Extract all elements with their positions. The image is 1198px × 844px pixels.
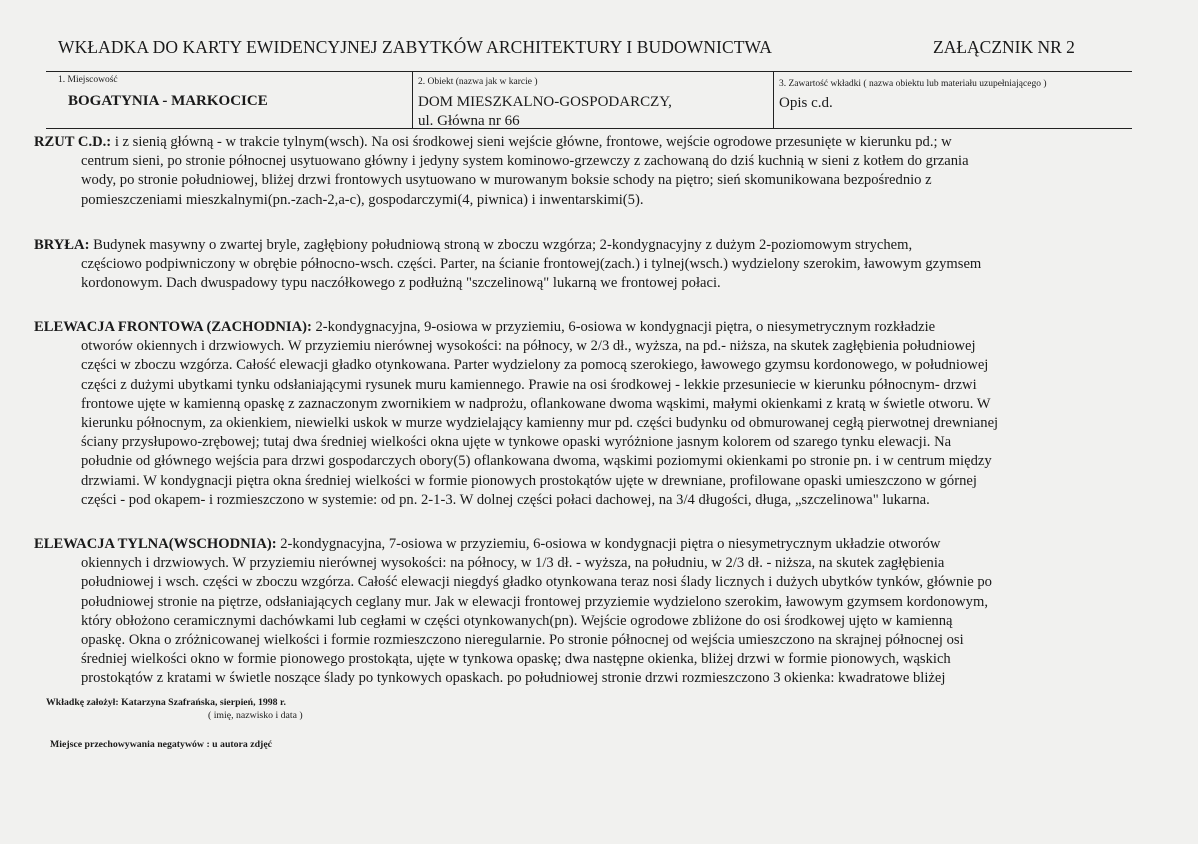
section-heading: RZUT C.D.:	[34, 134, 112, 150]
section-text: 2-kondygnacyjna, 7-osiowa w przyziemiu, 6-osiowa w kondygnacji piętra o niesymetrycznym układzie otworów	[276, 536, 941, 552]
section-first-line	[34, 236, 1144, 255]
author-hint: ( imię, nazwisko i data )	[208, 710, 303, 721]
text-line: części - pod okapem- i rozmieszczono w systemie: od pn. 2-1-3. W dolnej części połaci dachowej, na 3/4 długości, długa, „szczelinowa" lukarna.	[81, 491, 930, 508]
section-text: i z sienią główną - w trakcie tylnym(wsch). Na osi środkowej sieni wejście główne, frontowe, wejście ogrodowe przesunięte w kierunku pd.; w	[111, 134, 952, 150]
section-first-line	[34, 133, 1144, 152]
text-line: okiennych i drzwiowych. W przyziemiu nierównej wysokości: na północy, w 1/3 dł. - wyższa, na południu, w 2/3 dł. - niższa, na skutek zagłębienia	[81, 555, 945, 572]
text-line: południowej i wsch. części w zboczu wzgórza. Całość elewacji niegdyś gładko otynkowana teraz nosi ślady licznych i dużych ubytków tynków, głównie po	[81, 574, 992, 591]
table-divider-1	[412, 72, 413, 128]
section-elewacja-frontowa	[34, 318, 1144, 510]
section-rzut	[34, 133, 1144, 210]
table-bottom-border	[46, 128, 1132, 129]
negatives-location: Miejsce przechowywania negatywów : u autora zdjęć	[50, 739, 273, 750]
text-line: wody, po stronie południowej, bliżej drzwi frontowych usytuowano w murowanym boksie schody na piętro; sień skomunikowana bezpośrednio z	[81, 172, 932, 189]
text-line: części w zboczu wzgórza. Całość elewacji gładko otynkowana. Parter wydzielony za pomocą szerokiego, ławowego gzymsu kordonowego, w południowej	[81, 357, 989, 374]
section-first-line	[34, 535, 1144, 554]
locality-label: 1. Miejscowość	[58, 75, 118, 85]
text-line: kordonowym. Dach dwuspadowy typu naczółkowego z podłużną "szczelinową" lukarną we frontowej połaci.	[81, 275, 721, 292]
text-line: prostokątów z kratami w świetle noszące ślady po tynkowych opaskach. po południowej stronie drzwi rozmieszczono 3 okienka: kwadratowe bliżej	[81, 670, 946, 687]
section-text: 2-kondygnacyjna, 9-osiowa w przyziemiu, 6-osiowa w kondygnacji piętra, o niesymetrycznym rozkładzie	[311, 319, 936, 335]
section-heading: BRYŁA:	[34, 237, 90, 253]
text-line: średniej wielkości okno w formie pionowego prostokąta, ujęte w tynkowa opaskę; dwa następne okienka, bliżej drzwi w formie pionowych, wąskich	[81, 651, 951, 668]
text-line: pomieszczeniami mieszkalnymi(pn.-zach-2,a-c), gospodarczymi(4, piwnica) i inwentarskimi(5).	[81, 191, 644, 208]
object-value-line1: DOM MIESZKALNO-GOSPODARCZY,	[418, 94, 672, 110]
text-line: południe od głównego wejścia para drzwi gospodarczych obory(5) oflankowana dwoma, wąskimi poziomymi okienkami po stronie pn. i w centrum między	[81, 453, 992, 470]
text-line: ściany przysłupowo-zrębowej; tutaj dwa średniej wielkości okna ujęte w tynkowe opaski wyróżnione jasnym kolorem od szarego tynku elewacji. Na	[81, 434, 952, 451]
section-heading: ELEWACJA FRONTOWA (ZACHODNIA):	[34, 319, 312, 335]
text-line: południowej stronie na piętrze, odsłaniających ceglany mur. Jak w elewacji frontowej przyziemie wydzielono szerokim, ławowym gzymsem kordonowym,	[81, 593, 988, 610]
table-divider-2	[773, 72, 774, 128]
section-first-line	[34, 318, 1144, 337]
text-line: który obłożono ceramicznymi dachówkami lub cegłami w części otynkowanych(pn). Wejście ogrodowe zbliżone do osi środkowej ujęto w kamienną	[81, 612, 953, 629]
section-heading: ELEWACJA TYLNA(WSCHODNIA):	[34, 536, 277, 552]
text-line: otworów okiennych i drzwiowych. W przyziemiu nierównej wysokości: na północy, w 2/3 dł., wyższa, na pd.- niższa, na skutek zagłębienia południowej	[81, 338, 976, 355]
object-label: 2. Obiekt (nazwa jak w karcie )	[418, 77, 538, 87]
text-line: opaskę. Okna o zróżnicowanej wielkości i formie rozmieszczono nieregularnie. Po stronie północnej od wejścia umieszczono na skrajnej północnej osi	[81, 632, 964, 649]
document-title: WKŁADKA DO KARTY EWIDENCYJNEJ ZABYTKÓW ARCHITEKTURY I BUDOWNICTWA	[58, 37, 772, 57]
text-line: drzwiami. W kondygnacji piętra okna średniej wielkości w formie pionowych prostokątów ujęte w drewniane, profilowane opaski umieszczono w górnej	[81, 472, 977, 489]
section-text: Budynek masywny o zwartej bryle, zagłębiony południową stroną w zboczu wzgórza; 2-kondygnacyjny z dużym 2-poziomowym strychem,	[89, 237, 913, 253]
locality-value: BOGATYNIA - MARKOCICE	[68, 93, 268, 109]
object-value-line2: ul. Główna nr 66	[418, 113, 520, 127]
table-top-border	[46, 71, 1132, 72]
text-line: części z dużymi ubytkami tynku odsłaniającymi rysunek muru kamiennego. Prawie na osi środkowej - lekkie przesuniecie w kierunku północnym- drzwi	[81, 376, 977, 393]
content-label: 3. Zawartość wkładki ( nazwa obiektu lub materiału uzupełniającego )	[779, 79, 1047, 89]
section-bryla	[34, 236, 1144, 294]
text-line: frontowe ujęte w kamienną opaskę z zaznaczonym zwornikiem w nadprożu, oflankowane dwoma wąskimi, małymi okienkami z kratą w świetle otworu. W	[81, 395, 991, 412]
content-value: Opis c.d.	[779, 95, 833, 111]
text-line: częściowo podpiwniczony w obrębie północno-wsch. części. Parter, na ścianie frontowej(zach.) i tylnej(wsch.) wydzielony szerokim, ławowym gzymsem	[81, 256, 982, 273]
text-line: kierunku północnym, za okienkiem, niewielki uskok w murze wydzielający kamienny mur pd. części budynku od obmurowanej cegłą pierwotnej drewnianej	[81, 415, 999, 432]
author-line: Wkładkę założył: Katarzyna Szafrańska, sierpień, 1998 r.	[46, 697, 286, 708]
text-line: centrum sieni, po stronie północnej usytuowano główny i jedyny system kominowo-grzewczy z zachowaną do dziś kuchnią w sieni z kotłem do grzania	[81, 153, 969, 170]
annex-number: ZAŁĄCZNIK NR 2	[933, 37, 1075, 57]
section-elewacja-tylna	[34, 535, 1144, 689]
